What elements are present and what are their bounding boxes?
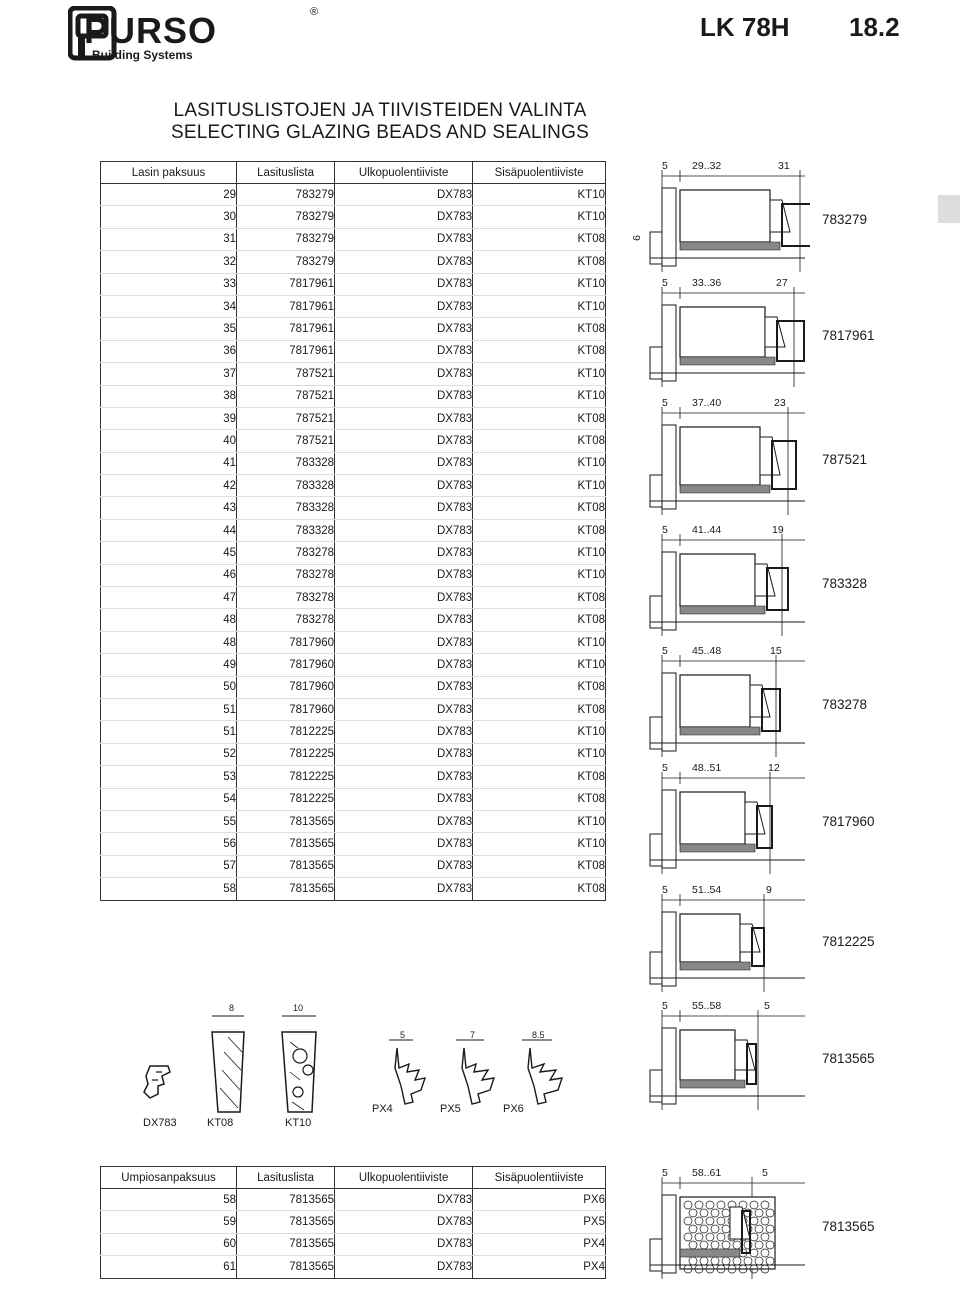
cell-glazing-bead: 7817961 (237, 318, 335, 340)
brand-name: PURSO (84, 10, 218, 51)
cell-thickness: 51 (101, 698, 237, 720)
cell-thickness: 31 (101, 228, 237, 250)
cell-inner-seal: KT08 (473, 340, 606, 362)
col-header-glass-thickness: Lasin paksuus (101, 162, 237, 184)
profile-label: 787521 (822, 452, 868, 467)
page-number: 18.2 (849, 12, 900, 42)
cell-thickness: 53 (101, 766, 237, 788)
window-section-icon (640, 160, 810, 272)
cell-glazing-bead: 7813565 (237, 1211, 335, 1233)
table-header-row (101, 162, 606, 184)
table-row (101, 721, 606, 743)
cell-thickness: 51 (101, 721, 237, 743)
table-row (101, 788, 606, 810)
window-section-icon (640, 762, 810, 874)
cell-inner-seal: KT10 (473, 542, 606, 564)
cell-inner-seal: KT08 (473, 766, 606, 788)
cell-outer-seal: DX783 (335, 363, 473, 385)
left-offset-dim: 5 (662, 397, 668, 409)
table-row (101, 587, 606, 609)
cell-glazing-bead: 783278 (237, 564, 335, 586)
cell-glazing-bead: 7812225 (237, 766, 335, 788)
cell-thickness: 47 (101, 587, 237, 609)
cell-outer-seal: DX783 (335, 497, 473, 519)
table-row (101, 1233, 606, 1255)
cell-glazing-bead: 783279 (237, 228, 335, 250)
cell-outer-seal: DX783 (335, 855, 473, 877)
thickness-range-dim: 45..48 (692, 645, 722, 657)
cell-inner-seal: KT10 (473, 475, 606, 497)
cell-glazing-bead: 7812225 (237, 743, 335, 765)
cell-outer-seal: DX783 (335, 318, 473, 340)
side-tab-marker (938, 195, 960, 223)
section-drawing (640, 645, 940, 757)
kt10-width-dim: 10 (293, 1003, 304, 1013)
bead-width-dim: 15 (770, 645, 782, 657)
cell-inner-seal: KT08 (473, 878, 606, 900)
table-row (101, 1256, 606, 1278)
window-section-icon (640, 1000, 810, 1110)
cell-thickness: 56 (101, 833, 237, 855)
cell-outer-seal: DX783 (335, 475, 473, 497)
cell-inner-seal: KT08 (473, 228, 606, 250)
kt08-width-dim: 8 (229, 1003, 235, 1013)
table-row (101, 698, 606, 720)
cell-glazing-bead: 7813565 (237, 855, 335, 877)
profile-label: 7817961 (822, 328, 875, 343)
cell-outer-seal: DX783 (335, 340, 473, 362)
profile-label: 7817960 (822, 814, 875, 829)
px4-width-dim: 5 (400, 1030, 406, 1040)
left-offset-dim: 5 (662, 645, 668, 657)
cell-outer-seal: DX783 (335, 1189, 473, 1211)
table-row (101, 810, 606, 832)
cell-thickness: 50 (101, 676, 237, 698)
profile-label: 783278 (822, 697, 868, 712)
px4-seal-drawing (385, 1028, 445, 1108)
cell-outer-seal: DX783 (335, 833, 473, 855)
cell-thickness: 35 (101, 318, 237, 340)
cell-outer-seal: DX783 (335, 385, 473, 407)
profile-label: 783279 (822, 212, 868, 227)
section-drawing (630, 160, 940, 272)
window-section-icon (640, 524, 810, 636)
section-drawing (640, 884, 940, 992)
table-row (101, 654, 606, 676)
title-finnish: LASITUSLISTOJEN JA TIIVISTEIDEN VALINTA (173, 100, 587, 121)
profile-label: 7812225 (822, 934, 875, 949)
cell-outer-seal: DX783 (335, 184, 473, 206)
profile-label: 7813565 (822, 1051, 875, 1066)
cell-inner-seal: KT10 (473, 363, 606, 385)
cell-glazing-bead: 7817960 (237, 631, 335, 653)
cell-thickness: 36 (101, 340, 237, 362)
cell-inner-seal: KT10 (473, 295, 606, 317)
table-row (101, 1211, 606, 1233)
cell-thickness: 61 (101, 1256, 237, 1278)
thickness-range-dim: 29..32 (692, 160, 722, 172)
cell-inner-seal: KT10 (473, 564, 606, 586)
cell-outer-seal: DX783 (335, 519, 473, 541)
title-english: SELECTING GLAZING BEADS AND SEALINGS (171, 122, 589, 143)
cell-outer-seal: DX783 (335, 430, 473, 452)
cell-thickness: 44 (101, 519, 237, 541)
table-row (101, 766, 606, 788)
cell-outer-seal: DX783 (335, 295, 473, 317)
cell-thickness: 40 (101, 430, 237, 452)
table-row (101, 609, 606, 631)
table-row (101, 407, 606, 429)
px5-label: PX5 (440, 1103, 461, 1115)
cell-thickness: 46 (101, 564, 237, 586)
cell-thickness: 52 (101, 743, 237, 765)
cell-inner-seal: PX4 (473, 1256, 606, 1278)
cell-thickness: 43 (101, 497, 237, 519)
profile-label: 7813565 (822, 1219, 875, 1234)
cell-thickness: 45 (101, 542, 237, 564)
thickness-range-dim: 55..58 (692, 1000, 722, 1012)
cell-inner-seal: KT08 (473, 788, 606, 810)
cell-glazing-bead: 787521 (237, 363, 335, 385)
cell-thickness: 57 (101, 855, 237, 877)
cell-inner-seal: KT10 (473, 743, 606, 765)
glazing-selection-table (100, 161, 606, 901)
table-row (101, 184, 606, 206)
col-header-glazing-bead: Lasituslista (237, 162, 335, 184)
cell-outer-seal: DX783 (335, 810, 473, 832)
cell-outer-seal: DX783 (335, 1256, 473, 1278)
registered-mark: ® (310, 6, 319, 18)
cell-outer-seal: DX783 (335, 542, 473, 564)
cell-glazing-bead: 7817961 (237, 273, 335, 295)
left-offset-dim: 5 (662, 1167, 668, 1179)
cell-glazing-bead: 787521 (237, 385, 335, 407)
cell-inner-seal: KT08 (473, 407, 606, 429)
cell-thickness: 41 (101, 452, 237, 474)
thickness-range-dim: 51..54 (692, 884, 722, 896)
cell-glazing-bead: 7817960 (237, 676, 335, 698)
table-row (101, 385, 606, 407)
table-row (101, 833, 606, 855)
table-row (101, 542, 606, 564)
table-row (101, 564, 606, 586)
cell-outer-seal: DX783 (335, 1233, 473, 1255)
section-drawing (640, 524, 940, 636)
table-row (101, 475, 606, 497)
cell-thickness: 34 (101, 295, 237, 317)
cell-outer-seal: DX783 (335, 251, 473, 273)
cell-inner-seal: KT10 (473, 631, 606, 653)
table-header-row (101, 1167, 606, 1189)
table-row (101, 430, 606, 452)
cell-glazing-bead: 783279 (237, 251, 335, 273)
window-section-icon (640, 884, 810, 992)
cell-inner-seal: KT10 (473, 833, 606, 855)
window-section-icon (640, 645, 810, 757)
dx783-label: DX783 (143, 1117, 177, 1129)
cell-inner-seal: KT10 (473, 273, 606, 295)
table-row (101, 251, 606, 273)
px6-seal-drawing (518, 1028, 578, 1108)
cell-thickness: 55 (101, 810, 237, 832)
cell-outer-seal: DX783 (335, 564, 473, 586)
cell-inner-seal: KT08 (473, 251, 606, 273)
cell-glazing-bead: 7817961 (237, 340, 335, 362)
table-row (101, 743, 606, 765)
bead-width-dim: 27 (776, 277, 788, 289)
bead-width-dim: 23 (774, 397, 786, 409)
cell-thickness: 33 (101, 273, 237, 295)
cell-glazing-bead: 7812225 (237, 788, 335, 810)
cell-inner-seal: KT10 (473, 654, 606, 676)
cell-glazing-bead: 787521 (237, 407, 335, 429)
cell-inner-seal: KT10 (473, 385, 606, 407)
cell-glazing-bead: 783278 (237, 609, 335, 631)
cell-thickness: 58 (101, 878, 237, 900)
table-row (101, 363, 606, 385)
thickness-range-dim: 58..61 (692, 1167, 722, 1179)
cell-outer-seal: DX783 (335, 676, 473, 698)
kt08-seal-drawing (208, 1012, 248, 1117)
cell-inner-seal: KT08 (473, 676, 606, 698)
cell-thickness: 59 (101, 1211, 237, 1233)
col-header-inner-seal: Sisäpuolentiiviste (473, 1167, 606, 1189)
left-offset-dim: 5 (662, 884, 668, 896)
cell-glazing-bead: 7813565 (237, 810, 335, 832)
cell-thickness: 29 (101, 184, 237, 206)
bead-width-dim: 9 (766, 884, 772, 896)
cell-glazing-bead: 783328 (237, 452, 335, 474)
col-header-glazing-bead: Lasituslista (237, 1167, 335, 1189)
table-row (101, 340, 606, 362)
cell-glazing-bead: 783328 (237, 497, 335, 519)
kt10-seal-drawing (278, 1012, 320, 1117)
left-offset-dim: 5 (662, 160, 668, 172)
cell-inner-seal: KT10 (473, 184, 606, 206)
document-code: LK 78H (700, 12, 790, 42)
cell-thickness: 37 (101, 363, 237, 385)
cell-thickness: 38 (101, 385, 237, 407)
profile-label: 783328 (822, 576, 868, 591)
col-header-outer-seal: Ulkopuolentiiviste (335, 1167, 473, 1189)
table-row (101, 206, 606, 228)
cell-glazing-bead: 7812225 (237, 721, 335, 743)
cell-outer-seal: DX783 (335, 698, 473, 720)
cell-glazing-bead: 7813565 (237, 1256, 335, 1278)
left-offset-dim: 5 (662, 524, 668, 536)
px5-seal-drawing (452, 1028, 512, 1108)
cell-thickness: 60 (101, 1233, 237, 1255)
cell-glazing-bead: 783278 (237, 542, 335, 564)
brand-subtitle: Building Systems (92, 48, 193, 62)
cell-glazing-bead: 7817960 (237, 698, 335, 720)
cell-inner-seal: PX4 (473, 1233, 606, 1255)
section-drawing (640, 277, 940, 387)
table-row (101, 878, 606, 900)
col-header-inner-seal: Sisäpuolentiiviste (473, 162, 606, 184)
cell-thickness: 58 (101, 1189, 237, 1211)
window-section-icon (640, 277, 810, 387)
thickness-range-dim: 41..44 (692, 524, 722, 536)
bead-width-dim: 5 (762, 1167, 768, 1179)
cell-thickness: 30 (101, 206, 237, 228)
cell-inner-seal: KT08 (473, 855, 606, 877)
cell-outer-seal: DX783 (335, 631, 473, 653)
kt08-label: KT08 (207, 1117, 234, 1129)
left-offset-dim: 5 (662, 762, 668, 774)
cell-glazing-bead: 783328 (237, 519, 335, 541)
cell-thickness: 54 (101, 788, 237, 810)
cell-inner-seal: PX6 (473, 1189, 606, 1211)
cell-outer-seal: DX783 (335, 273, 473, 295)
table-row (101, 318, 606, 340)
dx783-seal-drawing (140, 1058, 180, 1108)
cell-thickness: 48 (101, 631, 237, 653)
cell-outer-seal: DX783 (335, 743, 473, 765)
side-dim: 6 (630, 235, 643, 241)
cell-inner-seal: KT08 (473, 587, 606, 609)
cell-inner-seal: KT08 (473, 609, 606, 631)
cell-inner-seal: KT10 (473, 721, 606, 743)
thickness-range-dim: 37..40 (692, 397, 722, 409)
cell-outer-seal: DX783 (335, 609, 473, 631)
cell-thickness: 49 (101, 654, 237, 676)
cell-thickness: 48 (101, 609, 237, 631)
table-row (101, 452, 606, 474)
px5-width-dim: 7 (470, 1030, 476, 1040)
cell-outer-seal: DX783 (335, 878, 473, 900)
cell-inner-seal: KT08 (473, 430, 606, 452)
thickness-range-dim: 48..51 (692, 762, 722, 774)
px4-label: PX4 (372, 1103, 393, 1115)
cell-outer-seal: DX783 (335, 766, 473, 788)
cell-thickness: 32 (101, 251, 237, 273)
px6-label: PX6 (503, 1103, 524, 1115)
cell-outer-seal: DX783 (335, 721, 473, 743)
window-section-icon (640, 397, 810, 515)
section-drawing (640, 1000, 940, 1110)
panel-selection-table (100, 1166, 606, 1279)
cell-glazing-bead: 783279 (237, 184, 335, 206)
cell-outer-seal: DX783 (335, 788, 473, 810)
kt10-label: KT10 (285, 1117, 312, 1129)
table-row (101, 497, 606, 519)
cell-glazing-bead: 7813565 (237, 1233, 335, 1255)
table-row (101, 228, 606, 250)
cell-glazing-bead: 787521 (237, 430, 335, 452)
cell-outer-seal: DX783 (335, 206, 473, 228)
cell-glazing-bead: 7813565 (237, 878, 335, 900)
section-drawing (640, 397, 940, 515)
cell-glazing-bead: 7813565 (237, 1189, 335, 1211)
cell-thickness: 42 (101, 475, 237, 497)
cell-glazing-bead: 783328 (237, 475, 335, 497)
section-drawing (640, 1167, 940, 1279)
cell-inner-seal: KT08 (473, 698, 606, 720)
thickness-range-dim: 33..36 (692, 277, 722, 289)
cell-thickness: 39 (101, 407, 237, 429)
table-row (101, 1189, 606, 1211)
cell-inner-seal: KT08 (473, 497, 606, 519)
cell-glazing-bead: 7817961 (237, 295, 335, 317)
window-section-icon (640, 1167, 810, 1279)
cell-inner-seal: KT10 (473, 452, 606, 474)
cell-glazing-bead: 7813565 (237, 833, 335, 855)
cell-inner-seal: KT08 (473, 519, 606, 541)
cell-inner-seal: KT10 (473, 810, 606, 832)
table-row (101, 519, 606, 541)
cell-outer-seal: DX783 (335, 228, 473, 250)
bead-width-dim: 31 (778, 160, 790, 172)
table-row (101, 295, 606, 317)
table-row (101, 273, 606, 295)
cell-glazing-bead: 783279 (237, 206, 335, 228)
cell-inner-seal: KT10 (473, 206, 606, 228)
col-header-panel-thickness: Umpiosanpaksuus (101, 1167, 237, 1189)
cell-glazing-bead: 783278 (237, 587, 335, 609)
cell-outer-seal: DX783 (335, 407, 473, 429)
cell-inner-seal: KT08 (473, 318, 606, 340)
cell-outer-seal: DX783 (335, 1211, 473, 1233)
cell-inner-seal: PX5 (473, 1211, 606, 1233)
cell-outer-seal: DX783 (335, 452, 473, 474)
bead-width-dim: 5 (764, 1000, 770, 1012)
cell-outer-seal: DX783 (335, 654, 473, 676)
col-header-outer-seal: Ulkopuolentiiviste (335, 162, 473, 184)
cell-glazing-bead: 7817960 (237, 654, 335, 676)
table-row (101, 631, 606, 653)
left-offset-dim: 5 (662, 1000, 668, 1012)
table-row (101, 855, 606, 877)
bead-width-dim: 19 (772, 524, 784, 536)
section-drawing (640, 762, 940, 874)
table-row (101, 676, 606, 698)
px6-width-dim: 8.5 (532, 1030, 545, 1040)
cell-outer-seal: DX783 (335, 587, 473, 609)
bead-width-dim: 12 (768, 762, 780, 774)
left-offset-dim: 5 (662, 277, 668, 289)
